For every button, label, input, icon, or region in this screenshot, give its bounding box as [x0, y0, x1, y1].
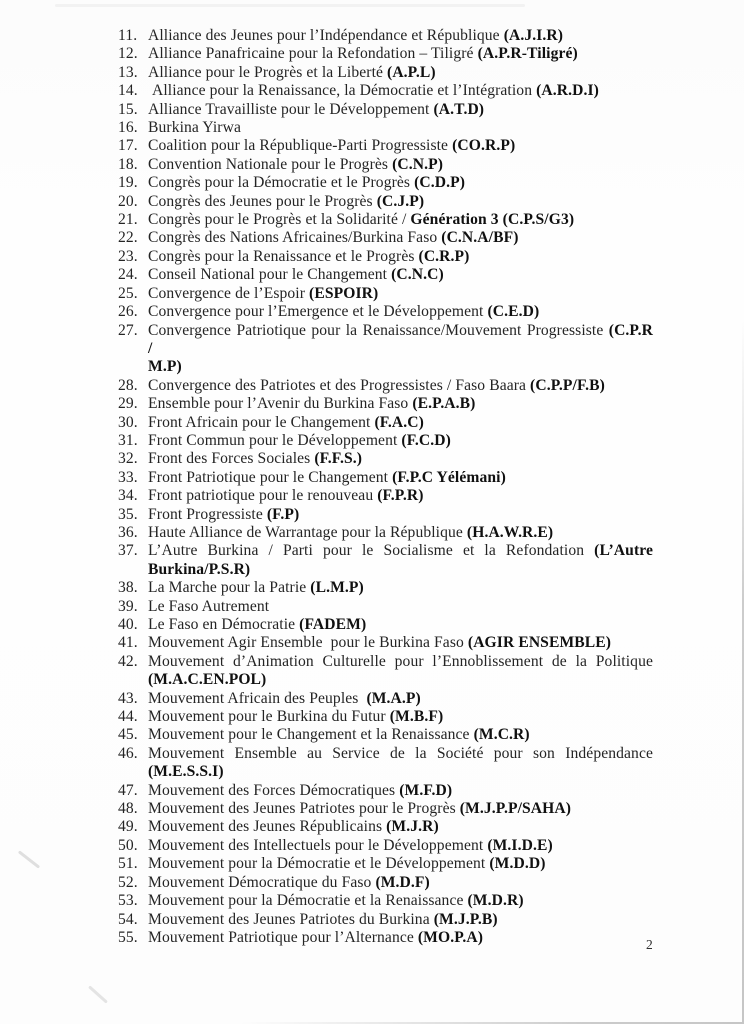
list-item [118, 377, 653, 395]
party-acronym: (F.F.S.) [314, 450, 363, 468]
list-item-line [118, 616, 653, 634]
list-item [118, 616, 653, 634]
party-acronym: (F.P) [266, 505, 300, 523]
list-item-line [118, 376, 653, 395]
item-number: 12. [118, 45, 138, 63]
party-acronym: (C.N.C) [391, 266, 444, 284]
party-name: Alliance des Jeunes pour l’Indépendance et République [148, 27, 504, 44]
item-number: 15. [118, 100, 138, 118]
item-number: 21. [118, 211, 138, 229]
party-acronym: (M.C.R) [473, 726, 530, 744]
party-acronym: (F.P.R) [377, 487, 424, 505]
list-item-line [118, 247, 653, 266]
list-item-line [118, 579, 653, 597]
party-name: Coalition pour la République-Parti Progressiste [148, 137, 453, 155]
item-number: 25. [118, 284, 138, 302]
party-name: Front Progressiste [148, 505, 267, 523]
list-item [118, 64, 653, 82]
party-acronym: (M.B.F) [389, 708, 444, 726]
item-number: 51. [118, 855, 138, 873]
party-acronym: (A.T.D) [433, 100, 485, 118]
party-acronym: (M.A.C.EN.POL) [148, 671, 267, 689]
list-item [118, 487, 653, 505]
list-item-line [148, 763, 653, 781]
item-number: 54. [118, 910, 138, 928]
party-acronym: (M.A.P) [366, 689, 421, 707]
list-item [118, 101, 653, 119]
list-item [118, 818, 653, 836]
party-acronym: (C.P.R / [148, 321, 653, 357]
list-item [118, 266, 653, 284]
scan-mark [88, 985, 108, 1003]
list-item-line [118, 119, 653, 137]
party-acronym: (M.J.R) [386, 818, 439, 836]
party-acronym: (MO.P.A) [417, 928, 484, 946]
party-acronym: (F.C.D) [401, 431, 451, 449]
list-item [118, 322, 653, 377]
list-item [118, 82, 653, 100]
item-number: 11. [118, 27, 138, 44]
party-acronym: (A.P.L) [387, 63, 436, 81]
list-item-line [118, 137, 653, 155]
party-name: Congrès pour la Renaissance et le Progrès [148, 247, 419, 265]
list-item-line [118, 266, 653, 284]
list-item [118, 27, 653, 45]
item-number: 39. [118, 597, 138, 615]
list-item [118, 156, 653, 174]
item-number: 49. [118, 818, 138, 836]
item-number: 43. [118, 689, 138, 707]
party-acronym: (A.P.R-Tiligré) [477, 45, 578, 63]
item-number: 46. [118, 744, 138, 762]
party-name: Mouvement des Forces Démocratiques [148, 781, 400, 799]
list-item-line [118, 413, 653, 432]
item-number: 14. [118, 82, 138, 100]
party-list [118, 27, 653, 947]
list-item [118, 45, 653, 63]
item-number: 27. [118, 321, 138, 339]
item-number: 29. [118, 395, 138, 413]
list-item [118, 726, 653, 744]
party-acronym: (M.I.D.E) [487, 836, 553, 854]
list-item-line [118, 192, 653, 211]
party-name: Mouvement pour la Démocratie et la Renaissance [148, 892, 468, 910]
list-item-line [118, 597, 653, 616]
party-acronym: (C.D.P) [414, 174, 466, 192]
list-item [118, 598, 653, 616]
list-item-line [148, 671, 653, 689]
list-item [118, 395, 653, 413]
list-item-line [118, 303, 653, 321]
list-item [118, 745, 653, 782]
item-number: 42. [118, 652, 138, 670]
item-number: 40. [118, 616, 138, 633]
item-number: 47. [118, 781, 138, 799]
list-item-line [148, 358, 653, 376]
item-number: 18. [118, 155, 138, 173]
party-name: Mouvement pour la Démocratie et le Développement [148, 855, 490, 873]
list-item-line [118, 450, 653, 468]
list-item-line [118, 818, 653, 836]
party-acronym: Génération 3 (C.P.S/G3) [410, 211, 575, 229]
item-number: 19. [118, 174, 138, 192]
item-number: 16. [118, 119, 138, 137]
party-name: Alliance Travailliste pour le Développement [148, 100, 434, 118]
list-item [118, 506, 653, 524]
item-number: 48. [118, 800, 138, 818]
party-name: Alliance Panafricaine pour la Refondation – Tiligré [148, 45, 478, 63]
list-item [118, 929, 653, 947]
party-acronym: (M.E.S.S.I) [148, 763, 224, 781]
party-name: Mouvement des Jeunes Républicains [148, 818, 387, 836]
party-name: Mouvement Ensemble au Service de la Société pour son Indépendance [148, 744, 653, 762]
list-item-line [118, 284, 653, 303]
item-number: 55. [118, 928, 138, 946]
list-item-line [118, 63, 653, 82]
page-number: 2 [646, 937, 653, 952]
list-item-line [118, 800, 653, 818]
list-item-line [118, 468, 653, 487]
list-item-line [118, 928, 653, 947]
list-item-line [118, 27, 653, 45]
list-item [118, 542, 653, 579]
party-name: Congrès pour le Progrès et la Solidarité / [148, 211, 411, 229]
item-number: 44. [118, 708, 138, 726]
party-name: Alliance pour le Progrès et la Liberté [148, 63, 388, 81]
party-name: Burkina Yirwa [148, 119, 241, 137]
list-item [118, 524, 653, 542]
item-number: 41. [118, 634, 138, 652]
party-name: Congrès des Nations Africaines/Burkina Faso [148, 229, 442, 247]
party-name: Convergence de l’Espoir [148, 284, 310, 302]
item-number: 17. [118, 137, 138, 155]
party-acronym: (M.F.D) [399, 781, 453, 799]
party-acronym: (A.J.I.R) [503, 27, 564, 44]
list-item [118, 855, 653, 873]
list-item-line [148, 561, 653, 579]
item-number: 24. [118, 266, 138, 284]
party-name: Front Commun pour le Développement [148, 431, 402, 449]
party-name: Convergence Patriotique pour la Renaissance/Mouvement Progressiste [148, 321, 609, 339]
list-item [118, 119, 653, 137]
list-item [118, 837, 653, 855]
list-item [118, 211, 653, 229]
list-item [118, 634, 653, 652]
party-acronym: (CO.R.P) [452, 137, 516, 155]
party-name: Mouvement des Intellectuels pour le Développement [148, 836, 488, 854]
party-name: Mouvement pour le Changement et la Renaissance [148, 726, 474, 744]
party-acronym: (C.N.A/BF) [441, 229, 519, 247]
party-name: Haute Alliance de Warrantage pour la République [148, 523, 467, 541]
list-item-line [118, 229, 653, 247]
item-number: 50. [118, 836, 138, 854]
list-item-line [118, 505, 653, 524]
party-name: Convergence pour l’Emergence et le Développement [148, 303, 488, 321]
list-item-line [118, 689, 653, 708]
party-acronym: (L’Autre [594, 542, 653, 560]
list-item [118, 708, 653, 726]
list-item-line [118, 431, 653, 450]
list-item-line [118, 45, 653, 63]
party-acronym: M.P) [148, 358, 182, 376]
list-item [118, 653, 653, 690]
list-item-line [118, 523, 653, 542]
party-name: Mouvement Patriotique pour l’Alternance [148, 928, 418, 946]
list-item-line [118, 487, 653, 505]
party-acronym: (M.D.F) [375, 873, 430, 891]
list-item-line [118, 910, 653, 929]
party-name: Le Faso en Démocratie [148, 616, 300, 633]
item-number: 53. [118, 892, 138, 910]
list-item [118, 874, 653, 892]
list-item-line [118, 100, 653, 119]
list-item-line [118, 211, 653, 229]
list-item [118, 248, 653, 266]
list-item-line [118, 542, 653, 560]
party-name: Mouvement des Jeunes Patriotes du Burkina [148, 910, 434, 928]
party-acronym: (E.P.A.B) [412, 395, 476, 413]
item-number: 23. [118, 247, 138, 265]
party-name: Mouvement Démocratique du Faso [148, 873, 376, 891]
item-number: 26. [118, 303, 138, 321]
list-item [118, 911, 653, 929]
party-acronym: (M.D.R) [467, 892, 524, 910]
party-name: Ensemble pour l’Avenir du Burkina Faso [148, 395, 413, 413]
list-item [118, 469, 653, 487]
list-item [118, 690, 653, 708]
list-item [118, 892, 653, 910]
list-item-line [118, 726, 653, 744]
party-acronym: (C.N.P) [392, 155, 443, 173]
party-name: Front des Forces Sociales [148, 450, 315, 468]
list-item-line [118, 873, 653, 892]
list-item-line [118, 321, 653, 359]
item-number: 32. [118, 450, 138, 468]
list-item-line [118, 395, 653, 413]
list-item [118, 450, 653, 468]
party-acronym: (C.P.P/F.B) [530, 376, 605, 394]
party-name: Congrès pour la Démocratie et le Progrès [148, 174, 415, 192]
party-name: L’Autre Burkina / Parti pour le Socialisme et la Refondation [148, 542, 595, 560]
item-number: 22. [118, 229, 138, 247]
list-item [118, 414, 653, 432]
party-acronym: (H.A.W.R.E) [466, 523, 554, 541]
party-name: Mouvement pour le Burkina du Futur [148, 708, 390, 726]
list-item [118, 782, 653, 800]
list-item-line [118, 855, 653, 873]
party-name: Conseil National pour le Changement [148, 266, 392, 284]
item-number: 52. [118, 873, 138, 891]
list-item [118, 193, 653, 211]
party-acronym: (FADEM) [299, 616, 367, 633]
party-acronym: (L.M.P) [310, 579, 364, 597]
item-number: 20. [118, 192, 138, 210]
party-name: Convention Nationale pour le Progrès [148, 155, 393, 173]
list-item-line [118, 82, 653, 100]
item-number: 31. [118, 431, 138, 449]
party-acronym: (C.E.D) [487, 303, 540, 321]
item-number: 38. [118, 579, 138, 597]
party-name: Mouvement Africain des Peuples [148, 689, 367, 707]
list-item-line [118, 744, 653, 763]
item-number: 37. [118, 542, 138, 560]
party-acronym: (M.D.D) [489, 855, 546, 873]
item-number: 36. [118, 523, 138, 541]
party-acronym: Burkina/P.S.R) [148, 560, 251, 578]
party-acronym: (C.J.P) [376, 192, 425, 210]
list-item-line [118, 781, 653, 800]
item-number: 30. [118, 413, 138, 431]
party-name: Convergence des Patriotes et des Progressistes / Faso Baara [148, 376, 531, 394]
item-number: 28. [118, 376, 138, 394]
list-item [118, 579, 653, 597]
party-name: Alliance pour la Renaissance, la Démocratie et l’Intégration [148, 82, 537, 100]
party-acronym: (AGIR ENSEMBLE) [467, 634, 612, 652]
party-name: Mouvement Agir Ensemble pour le Burkina Faso [148, 634, 468, 652]
item-number: 34. [118, 487, 138, 505]
item-number: 35. [118, 505, 138, 523]
party-acronym: (M.J.P.B) [433, 910, 498, 928]
party-acronym: (F.A.C) [374, 413, 424, 431]
list-item [118, 229, 653, 247]
party-acronym: (F.P.C Yélémani) [392, 468, 506, 486]
item-number: 45. [118, 726, 138, 744]
list-item [118, 432, 653, 450]
item-number: 13. [118, 63, 138, 81]
party-name: Front Patriotique pour le Changement [148, 468, 393, 486]
list-item-line [118, 836, 653, 855]
list-item [118, 174, 653, 192]
list-item-line [118, 174, 653, 192]
list-item-line [118, 155, 653, 174]
list-item [118, 285, 653, 303]
party-name: Front Africain pour le Changement [148, 413, 375, 431]
list-item [118, 303, 653, 321]
party-name: Front patriotique pour le renouveau [148, 487, 378, 505]
scan-mark [18, 850, 40, 868]
list-item-line [118, 892, 653, 910]
party-acronym: (ESPOIR) [309, 284, 379, 302]
list-item-line [118, 634, 653, 652]
list-item [118, 137, 653, 155]
scan-smudge [55, 4, 525, 7]
party-name: Mouvement des Jeunes Patriotes pour le Progrès [148, 800, 460, 818]
list-item [118, 800, 653, 818]
party-name: Congrès des Jeunes pour le Progrès [148, 192, 377, 210]
party-name: La Marche pour la Patrie [148, 579, 311, 597]
party-name: Mouvement d’Animation Culturelle pour l’Ennoblissement de la Politique [148, 652, 653, 670]
party-name: Le Faso Autrement [148, 597, 270, 615]
item-number: 33. [118, 468, 138, 486]
list-item-line [118, 708, 653, 726]
party-acronym: (C.R.P) [418, 247, 470, 265]
party-acronym: (A.R.D.I) [536, 82, 599, 100]
party-acronym: (M.J.P.P/SAHA) [459, 800, 572, 818]
list-item-line [118, 652, 653, 671]
